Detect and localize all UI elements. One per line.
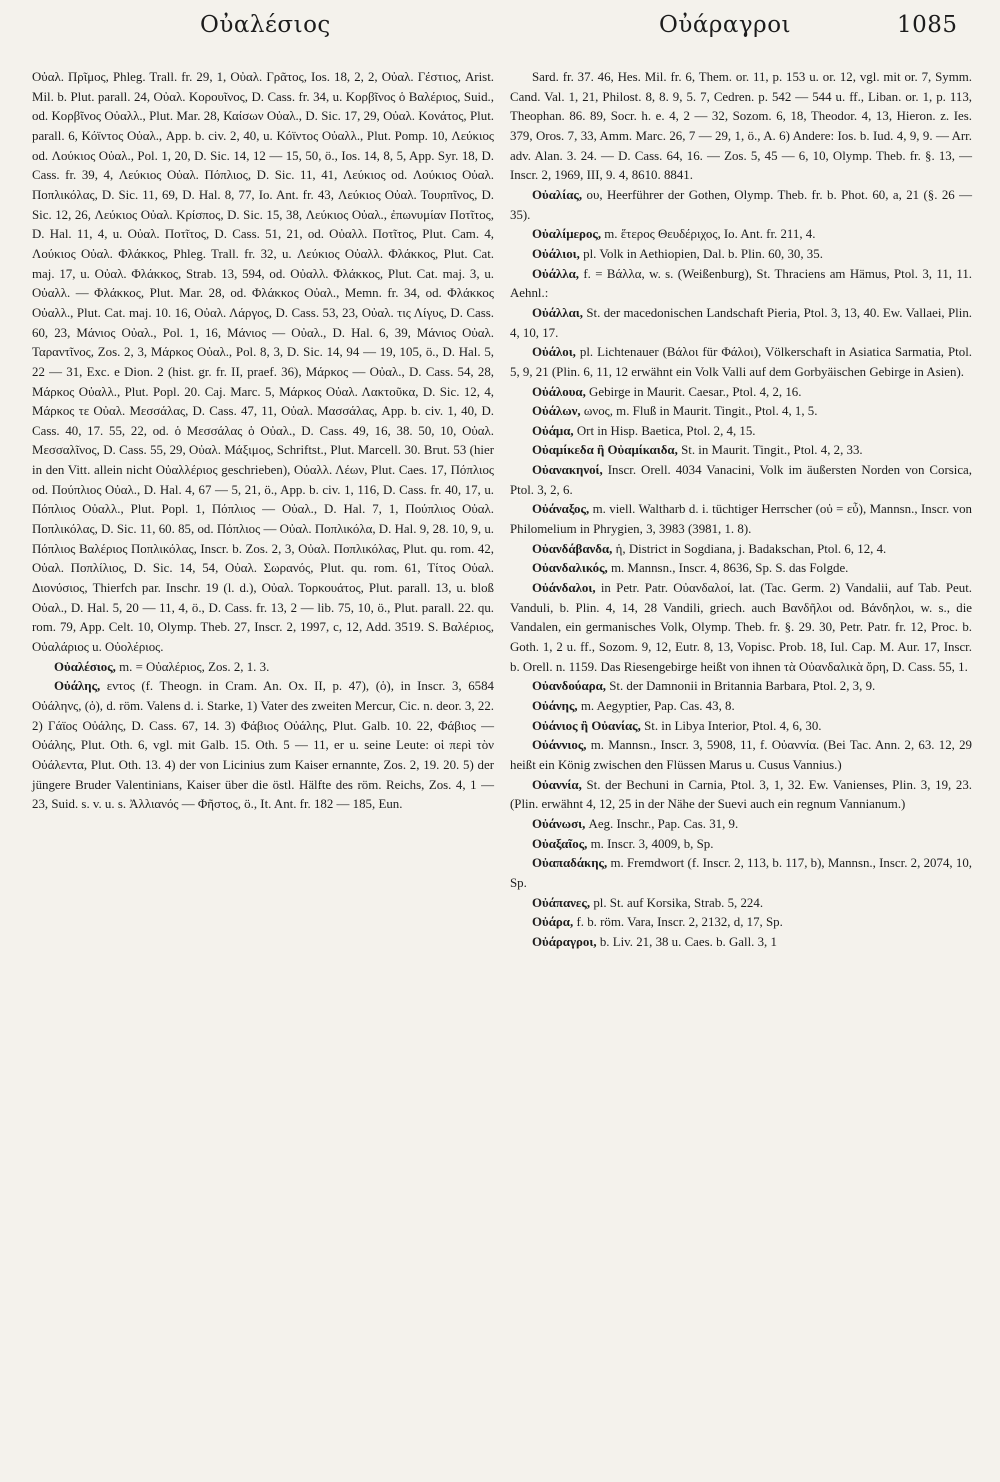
entry-text: m. Mannsn., Inscr. 3, 5908, 11, f. Οὐαννία. (Bei Tac. Ann. 2, 63. 12, 29 heißt ein König zwischen den Flüssen Marus u. Cusus Vannius.) xyxy=(510,738,972,772)
entry-text: pl. Volk in Aethiopien, Dal. b. Plin. 60, 30, 35. xyxy=(579,246,823,261)
entry-text: f. b. röm. Vara, Inscr. 2, 2132, d, 17, Sp. xyxy=(573,915,783,930)
entry-headword: Οὐανδαλικός, xyxy=(532,561,608,576)
entry-text: St. der Damnonii in Britannia Barbara, Ptol. 2, 3, 9. xyxy=(606,679,876,694)
entry-text: pl. Lichtenauer (Βάλοι für Φάλοι), Völkerschaft in Asiatica Sarmatia, Ptol. 5, 9, 21 (Plin. 6, 11, 12 erwähnt ein Volk Valli auf dem Gorbyäischen Gebirge in Asien). xyxy=(510,345,972,379)
entry-headword: Οὐάπανες, xyxy=(532,895,591,910)
entry-headword: Οὐάλης, xyxy=(54,679,101,694)
entry-text: m. Mannsn., Inscr. 4, 8636, Sp. S. das Folgde. xyxy=(607,561,849,576)
entry-headword: Οὐάλων, xyxy=(532,404,581,419)
entry-text: m. Inscr. 3, 4009, b, Sp. xyxy=(587,836,714,851)
dictionary-entry xyxy=(510,776,972,815)
entry-text: ἡ, District in Sogdiana, j. Badakschan, Ptol. 6, 12, 4. xyxy=(612,541,887,556)
entry-text: b. Liv. 21, 38 u. Caes. b. Gall. 3, 1 xyxy=(596,934,777,949)
right-column xyxy=(510,68,972,953)
entry-headword: Οὐάνδαλοι, xyxy=(532,581,596,596)
dictionary-entry xyxy=(510,579,972,677)
dictionary-entry xyxy=(510,913,972,933)
entry-headword: Οὐάνης, xyxy=(532,699,578,713)
dictionary-entry xyxy=(510,245,972,265)
entry-text: εντος (f. Theogn. in Cram. An. Ox. II, p. 47), (ὁ), in Inscr. 3, 6584 Οὐάληνς, (ὁ), d. röm. Valens d. i. Starke, 1) Vater des zweiten Mercur, Cic. n. deor. 3, 22. 2) Γάϊος Οὐάλης, D. Cass. 67, 14. 3) Φάβιος Οὐάλης, Plut. Galb. 10. 22, Φάβιος — Οὐάλης, Plut. Oth. 6, vgl. mit Galb. 15. Oth. 5 — 11, er u. seine Leute: οἱ περὶ τὸν Οὐάλεντα, Plut. Oth. 13. 4) der von Licinius zum Kaiser ernannte, Zos. 2, 19. 20. 5) der jüngere Bruder Valentinians, Kaiser über die östl. Hälfte des röm. Reichs, Zos. 4, 1 — 23, Suid. s. v. u. s. Ἀλλιανός — Φῆστος, ö., It. Ant. fr. 182 — 185, Eun. xyxy=(32,679,494,812)
entry-text: Aeg. Inschr., Pap. Cas. 31, 9. xyxy=(585,816,739,831)
dictionary-entry xyxy=(510,736,972,775)
dictionary-entry xyxy=(510,500,972,539)
entry-text: m. viell. Waltharb d. i. tüchtiger Herrscher (οὐ = εὖ), Mannsn., Inscr. von Philomelium in Phrygien, 3, 3983 (3981, 1. 8). xyxy=(510,502,972,537)
running-headword-left: Οὐαλέσιος xyxy=(200,12,331,38)
entry-text: Gebirge in Maurit. Caesar., Ptol. 4, 2, 16. xyxy=(585,384,802,399)
dictionary-entry xyxy=(510,422,972,442)
entry-headword: Οὐάνωσι, xyxy=(532,816,586,831)
entry-headword: Οὐάλιοι, xyxy=(532,246,580,261)
entry-text: Ort in Hisp. Baetica, Ptol. 2, 4, 15. xyxy=(573,423,756,438)
entry-headword: Οὐαμίκεδα ἢ Οὐαμίκαιδα, xyxy=(532,443,678,458)
dictionary-entry xyxy=(510,559,972,579)
entry-headword: Οὐαξαῖος, xyxy=(532,836,588,851)
dictionary-entry xyxy=(510,933,972,953)
entry-text: ου, Heerführer der Gothen, Olymp. Theb. fr. b. Phot. 60, a, 21 (§. 26 — 35). xyxy=(510,187,972,222)
dictionary-entry xyxy=(510,894,972,914)
entry-headword: Οὐάννιος, xyxy=(532,738,587,753)
entry-text: St. der macedonischen Landschaft Pieria, Ptol. 3, 13, 40. Ew. Vallaei, Plin. 4, 10, 17. xyxy=(510,305,972,340)
page-number: 1085 xyxy=(897,12,958,38)
entry-headword: Οὐάλουα, xyxy=(532,384,586,399)
entry-text: St. der Bechuni in Carnia, Ptol. 3, 1, 32. Ew. Vanienses, Plin. 3, 19, 23. (Plin. erwähnt 4, 12, 25 in der Nähe der Suevi auch ein regnum Vannianum.) xyxy=(510,777,972,812)
dictionary-entry xyxy=(510,835,972,855)
entry-headword: Οὐάρα, xyxy=(532,915,574,930)
dictionary-entry xyxy=(510,225,972,245)
dictionary-entry xyxy=(510,717,972,737)
entry-text: Sard. fr. 37. 46, Hes. Mil. fr. 6, Them. or. 11, p. 153 u. or. 12, vgl. mit or. 7, Symm. Cand. Val. 1, 21, Philost. 8, 8. 9, 5. 7, Cedren. p. 542 — 544 u. ff., Liban. or. 1, p. 113, Theophan. 86. 89, Socr. h. e. 4, 2 — 32, Sozom. 6, 18, Theodor. 4, 13, Hieron. z. Ies. 379, Oros. 7, 33, Amm. Marc. 26, 7 — 29, 1, ö., A. 6) Andere: Ios. b. Iud. 4, 9, 9. — Arr. adv. Alan. 3. 24. — D. Cass. 64, 16. — Zos. 5, 45 — 6, 10, Olymp. Theb. fr. §. 13, — Inscr. 2, 1969, III, 9. 4, 8610. 8841. xyxy=(510,70,972,183)
entry-text: m. = Οὐαλέριος, Zos. 2, 1. 3. xyxy=(115,659,270,674)
dictionary-entry xyxy=(510,343,972,382)
entry-text: Οὐαλ. Πρῖμος, Phleg. Trall. fr. 29, 1, Οὐαλ. Γρᾶτος, Ios. 18, 2, 2, Οὐαλ. Γέστιος, Arist. Mil. b. Plut. parall. 24, Οὐαλ. Κορουῖνος, D. Cass. fr. 34, u. Κορβῖνος ὁ Βαλέριος, Suid., od. Κορβῖνος Οὐαλλ., Plut. Mar. 28, Καίσων Οὐαλ., D. Sic. 17, 29, Οὐαλ. Κονάτος, Plut. parall. 6, Κόϊντος Οὐαλ., App. b. civ. 2, 40, u. Κόϊντος Οὐαλλ., Plut. Pomp. 10, Λεύκιος od. Λούκιος Οὐαλ., Pol. 1, 20, D. Sic. 14, 12 — 15, 50, ö., Ios. 14, 8, 5, App. Syr. 18, D. Cass. fr. 39, 4, Λεύκιος Οὐαλ. Πόπλιος, D. Sic. 11, 41, Λεύκιος od. Λούκιος Οὐαλ. Ποπλικόλας, D. Sic. 11, 69, D. Hal. 8, 77, Io. Ant. fr. 43, Λεύκιος Οὐαλ. Τουρπῖνος, D. Sic. 12, 26, Λεύκιος Οὐαλ. Κρίσπος, D. Sic. 15, 38, Λεύκιος Οὐαλ., ἐπωνυμίαν Ποτῖτος, D. Hal. 11, 4, u. Οὐαλ. Ποτῖτος, D. Cass. 51, 21, od. Οὐαλλ. Ποτῖτος, Plut. Cam. 4, Λούκιος Οὐαλ. Φλάκκος, Phleg. Trall. fr. 32, u. Λεύκιος Οὐαλλ. Φλάκκος, Plut. Cat. maj. 17, u. Οὐαλ. Φλάκκος, Strab. 13, 594, od. Οὐαλλ. Φλάκκος, Plut. Cat. maj. 3, u. Οὐαλλ. — Φλάκκος, Plut. Mar. 28, od. Φλάκκος Οὐαλ., Memn. fr. 34, od. Φλάκκος Οὐαλλ., Plut. Cat. maj. 10. 16, Οὐαλ. Λάργος, D. Cass. 53, 23, Οὐαλ. τις Λίγυς, D. Cass. 60, 23, Μάνιος Οὐαλ., Pol. 1, 16, Μάνιος — Οὐαλ., D. Hal. 6, 39, Μάνιος Οὐαλ. Ταραντῖνος, Zos. 2, 3, Μάρκος Οὐαλ., Pol. 8, 3, D. Sic. 14, 94 — 19, 105, ö., D. Hal. 5, 22 — 31, Exc. e Dion. 2 (hist. gr. fr. II, praef. 36), Μάρκος — Οὐαλ., D. Cass. 54, 28, Μάρκος Οὐαλλ., Plut. Popl. 20. Caj. Marc. 5, Μάρκος Οὐαλ. Λακτοῦκα, D. Sic. 12, 4, Μάρκος τε Οὐαλ. Μεσσάλας, D. Cass. 47, 11, Οὐαλ. Μασσάλας, App. b. civ. 1, 40, D. Cass. 40, 17. 55, 22, od. ὁ Μεσσάλας ὁ Οὐαλ., D. Cass. 49, 16, 38. 50, 10, Οὐαλ. Μεσσαλῖνος, D. Cass. 55, 29, Οὐαλ. Μάξιμος, Schriftst., Plut. Marcell. 30. Brut. 53 (hier in den Vitt. allein nicht Οὐαλλέριος geschrieben), Οὐαλλ. Λέων, Plut. Caes. 17, Πόπλιος od. Πούπλιος Οὐαλ., D. Hal. 4, 67 — 5, 21, ö., App. b. civ. 1, 116, D. Cass. fr. 40, 17, u. Πόπλιος Οὐαλλ., Plut. Popl. 1, Πόπλιος — Οὐαλ., D. Hal. 7, 1, Πούπλιος Οὐαλ. Ποπλικόλας, D. Sic. 11, 60. 85, od. Πόπλιος — Οὐαλ. Ποπλικόλα, D. Hal. 9, 28. 10, 9, u. Πόπλιος Βαλέριος Ποπλικόλας, Inscr. b. Zos. 2, 3, Οὐαλ. Ποπλικόλας, Plut. qu. rom. 42, Οὐαλ. Ποπλίλιος, D. Sic. 14, 54, Οὐαλ. Σωρανός, Plut. qu. rom. 61, Τίτος Οὐαλ. Διονύσιος, Thierfch par. Inschr. 19 (l. d.), Οὐαλ. Τορκουάτος, Plut. parall. 13, u. bloß Οὐαλ., D. Hal. 5, 20 — 11, 4, ö., D. Cass. fr. 13, 2 — lib. 75, 10, ö., Plut. parall. 22. qu. rom. 79, App. Celt. 10, Olymp. Theb. 27, Inscr. 2, 1997, c, 12, Add. 3519. S. Βαλέριος, Οὐαλάριος u. Οὐολέριος. xyxy=(32,70,494,655)
dictionary-entry xyxy=(510,461,972,500)
dictionary-entry xyxy=(510,304,972,343)
page-header xyxy=(0,0,1000,60)
dictionary-entry xyxy=(32,677,494,815)
entry-text: m. Aegyptier, Pap. Cas. 43, 8. xyxy=(577,699,735,713)
entry-headword: Οὐάνιος ἢ Οὐανίας, xyxy=(532,718,641,733)
dictionary-entry xyxy=(510,441,972,461)
entry-headword: Οὐανδάβανδα, xyxy=(532,541,613,556)
dictionary-entry xyxy=(510,383,972,403)
entry-text: m. ἕτερος Θευδέριχος, Io. Ant. fr. 211, 4. xyxy=(601,227,816,242)
entry-headword: Οὐαλίμερος, xyxy=(532,227,602,242)
entry-text: St. in Libya Interior, Ptol. 4, 6, 30. xyxy=(640,718,822,733)
entry-text: f. = Βάλλα, w. s. (Weißenburg), St. Thraciens am Hämus, Ptol. 3, 11, 11. Aehnl.: xyxy=(510,266,972,301)
entry-headword: Οὐαλίας, xyxy=(532,187,583,202)
entry-text: St. in Maurit. Tingit., Ptol. 4, 2, 33. xyxy=(677,443,863,458)
dictionary-entry xyxy=(32,68,494,658)
entry-text: m. Fremdwort (f. Inscr. 2, 113, b. 117, b), Mannsn., Inscr. 2, 2074, 10, Sp. xyxy=(510,856,972,890)
left-column xyxy=(32,68,494,815)
dictionary-entry xyxy=(510,854,972,893)
entry-headword: Οὐαννία, xyxy=(532,777,582,792)
entry-headword: Οὐανακηνοί, xyxy=(532,463,603,478)
dictionary-entry xyxy=(510,540,972,560)
dictionary-entry xyxy=(510,815,972,835)
running-headword-right: Οὐάραγροι xyxy=(659,12,792,38)
entry-headword: Οὐαπαδάκης, xyxy=(532,856,608,871)
entry-text: pl. St. auf Korsika, Strab. 5, 224. xyxy=(590,895,764,910)
entry-headword: Οὐάλλαι, xyxy=(532,305,583,320)
entry-text: ωνος, m. Fluß in Maurit. Tingit., Ptol. 4, 1, 5. xyxy=(580,404,818,419)
dictionary-entry xyxy=(510,186,972,225)
dictionary-entry xyxy=(510,697,972,717)
entry-headword: Οὐαλέσιος, xyxy=(54,659,116,674)
entry-headword: Οὐάλλα, xyxy=(532,266,579,281)
entry-headword: Οὐάμα, xyxy=(532,423,574,438)
entry-headword: Οὐάναξος, xyxy=(532,502,590,517)
dictionary-entry xyxy=(510,68,972,186)
dictionary-entry xyxy=(32,658,494,678)
entry-text: in Petr. Patr. Οὐανδαλοί, lat. (Tac. Germ. 2) Vandalii, auf Tab. Peut. Vanduli, b. Plin. 4, 14, 28 Vandili, griech. auch Βανδῆλοι od. Βάνδηλοι, w. s., die Vandalen, ein germanisches Volk, Olymp. Theb. fr. §. 29. 30, Petr. Patr. fr. 12, Proc. b. Goth. 1, 2 u. ff., Sozom. 9, 12, Eutr. 8, 13, Vopisc. Prob. 18, Iul. Cap. M. Aur. 17, Inscr. b. Orell. n. 1159. Das Riesengebirge heißt von ihnen τὰ Οὐανδαλικὰ ὄρη, D. Cass. 55, 1. xyxy=(510,581,972,674)
entry-text: Inscr. Orell. 4034 Vanacini, Volk im äußersten Norden von Corsica, Ptol. 3, 2, 6. xyxy=(510,463,972,497)
dictionary-entry xyxy=(510,677,972,697)
dictionary-entry xyxy=(510,402,972,422)
dictionary-entry xyxy=(510,265,972,304)
entry-headword: Οὐανδούαρα, xyxy=(532,679,607,694)
entry-headword: Οὐάλοι, xyxy=(532,345,576,360)
entry-headword: Οὐάραγροι, xyxy=(532,934,597,949)
